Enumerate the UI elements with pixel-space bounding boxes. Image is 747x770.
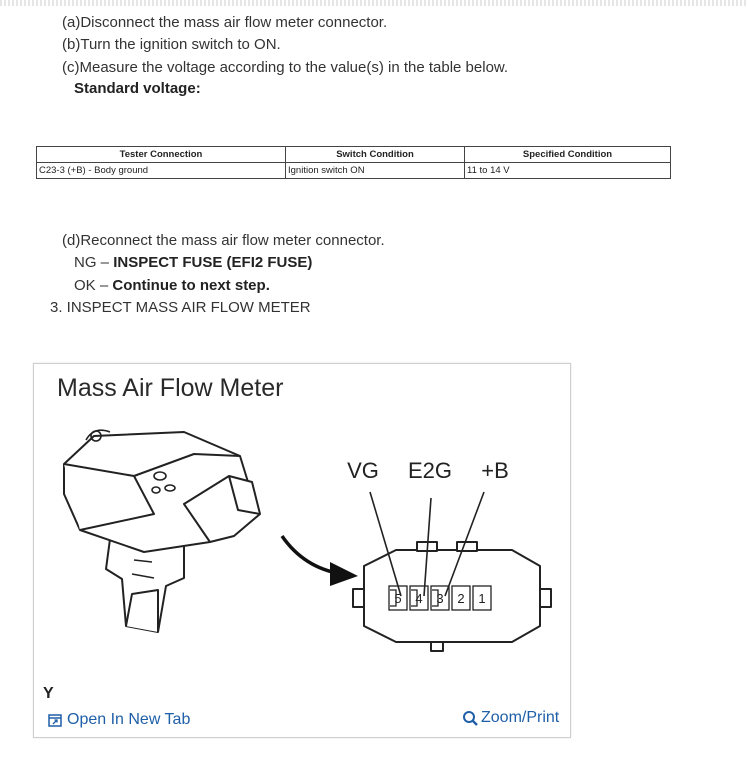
pin-number-2: 2 bbox=[457, 591, 465, 606]
table-header-row bbox=[37, 147, 671, 163]
terminal-label-vg: VG bbox=[347, 458, 379, 483]
header-switch-condition: Switch Condition bbox=[286, 147, 465, 163]
result-ng bbox=[74, 254, 312, 271]
ng-action-link[interactable]: INSPECT FUSE (EFI2 FUSE) bbox=[113, 254, 313, 271]
terminal-label-e2g: E2G bbox=[407, 458, 453, 483]
mass-air-flow-meter-figure bbox=[33, 363, 571, 738]
open-in-new-tab-link[interactable] bbox=[48, 711, 190, 729]
step-b-text: (b)Turn the ignition switch to ON. bbox=[62, 36, 281, 53]
top-border-strip bbox=[0, 0, 747, 6]
zoom-print-label: Zoom/Print bbox=[481, 709, 560, 726]
cell-specified-condition: 11 to 14 V bbox=[465, 163, 671, 179]
result-ok bbox=[74, 277, 270, 294]
magnifier-icon bbox=[462, 710, 479, 727]
header-specified-condition: Specified Condition bbox=[465, 147, 671, 163]
open-new-tab-icon bbox=[48, 714, 62, 727]
figure-corner-code: Y bbox=[43, 685, 54, 702]
zoom-print-link[interactable] bbox=[462, 709, 559, 727]
step-d-text: (d)Reconnect the mass air flow meter connector. bbox=[62, 232, 385, 249]
header-tester-connection: Tester Connection bbox=[37, 147, 286, 163]
specification-table bbox=[36, 146, 671, 179]
terminal-label-plus-b: +B bbox=[481, 458, 509, 483]
section-3-heading: 3. INSPECT MASS AIR FLOW METER bbox=[50, 299, 311, 316]
pin-number-5: 5 bbox=[394, 591, 402, 606]
cell-switch-condition: Ignition switch ON bbox=[286, 163, 465, 179]
table-row bbox=[37, 163, 671, 179]
open-in-new-tab-label: Open In New Tab bbox=[67, 711, 191, 728]
figure-title: Mass Air Flow Meter bbox=[57, 374, 284, 402]
ok-prefix: OK – bbox=[74, 277, 113, 294]
cell-tester-connection: C23-3 (+B) - Body ground bbox=[37, 163, 286, 179]
pin-number-3: 3 bbox=[436, 591, 444, 606]
standard-voltage-heading: Standard voltage: bbox=[74, 80, 201, 97]
sensor-illustration bbox=[34, 364, 570, 737]
step-c-text: (c)Measure the voltage according to the value(s) in the table below. bbox=[62, 59, 509, 76]
pin-number-1: 1 bbox=[478, 591, 486, 606]
pin-number-4: 4 bbox=[415, 591, 423, 606]
ng-prefix: NG – bbox=[74, 254, 114, 271]
ok-action-text: Continue to next step. bbox=[112, 277, 270, 294]
step-a-text: (a)Disconnect the mass air flow meter connector. bbox=[62, 14, 388, 31]
